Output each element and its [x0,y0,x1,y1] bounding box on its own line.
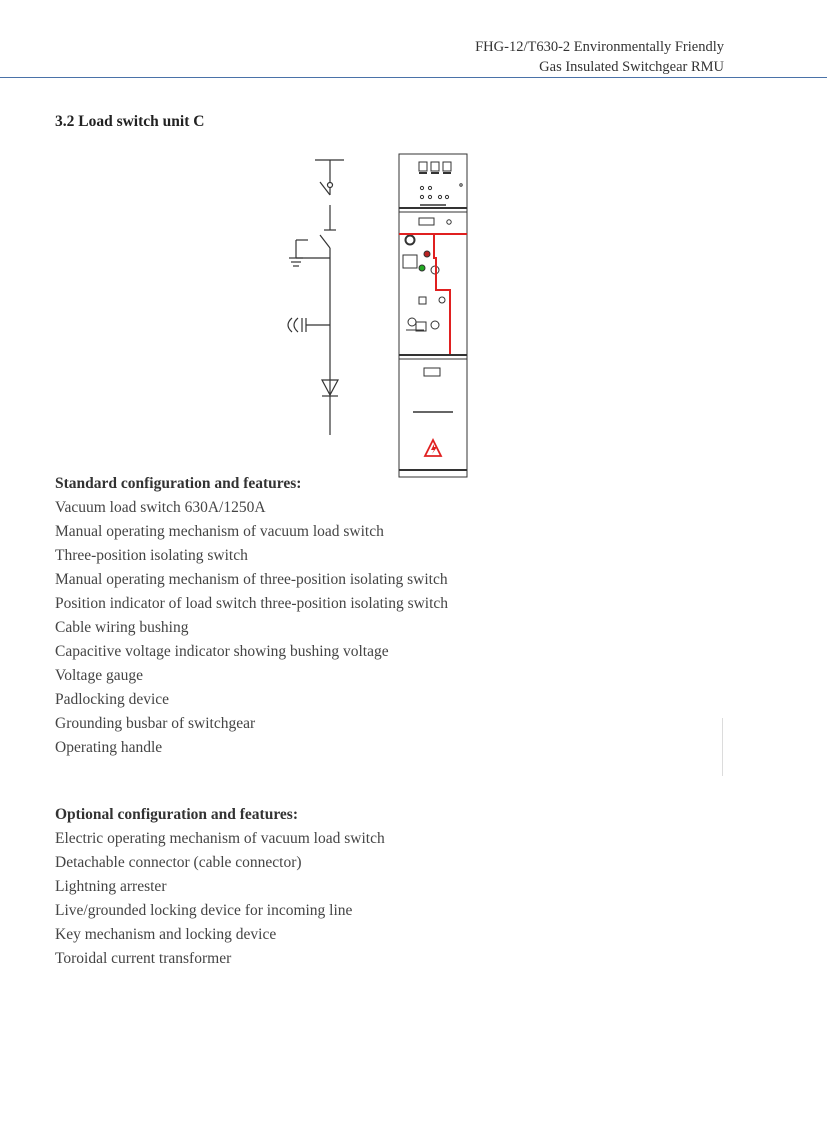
optional-features-heading: Optional configuration and features: [55,806,298,823]
list-item: Vacuum load switch 630A/1250A [55,499,266,516]
standard-features-list [55,472,448,760]
optional-features-list [55,803,385,971]
list-item: Operating handle [55,739,163,756]
header-line-1: FHG-12/T630-2 Environmentally Friendly [475,39,724,55]
section-title: 3.2 Load switch unit C [55,113,205,130]
switchgear-cabinet-drawing [399,154,467,477]
warning-triangle-icon [425,440,441,456]
list-item: Lightning arrester [55,878,167,895]
list-item: Electric operating mechanism of vacuum load switch [55,830,385,847]
page-header [475,37,724,77]
header-rule [0,77,827,78]
list-item: Padlocking device [55,691,170,708]
list-item: Position indicator of load switch three-position isolating switch [55,595,449,612]
list-item: Cable wiring bushing [55,619,189,636]
single-line-diagram [288,160,344,435]
list-item: Toroidal current transformer [55,950,232,967]
list-item: Key mechanism and locking device [55,926,277,943]
header-line-2: Gas Insulated Switchgear RMU [539,59,724,75]
margin-mark [722,718,723,776]
standard-features-heading: Standard configuration and features: [55,475,302,492]
busbar-red-path [399,234,467,354]
switchgear-figure-svg [280,150,480,480]
list-item: Detachable connector (cable connector) [55,854,302,871]
list-item: Grounding busbar of switchgear [55,715,256,732]
list-item: Manual operating mechanism of vacuum load switch [55,523,384,540]
list-item: Manual operating mechanism of three-position isolating switch [55,571,448,588]
switchgear-figure [280,150,480,480]
lower-compartment [413,368,453,412]
list-item: Three-position isolating switch [55,547,248,564]
list-item: Capacitive voltage indicator showing bushing voltage [55,643,389,660]
list-item: Voltage gauge [55,667,143,684]
list-item: Live/grounded locking device for incoming line [55,902,353,919]
